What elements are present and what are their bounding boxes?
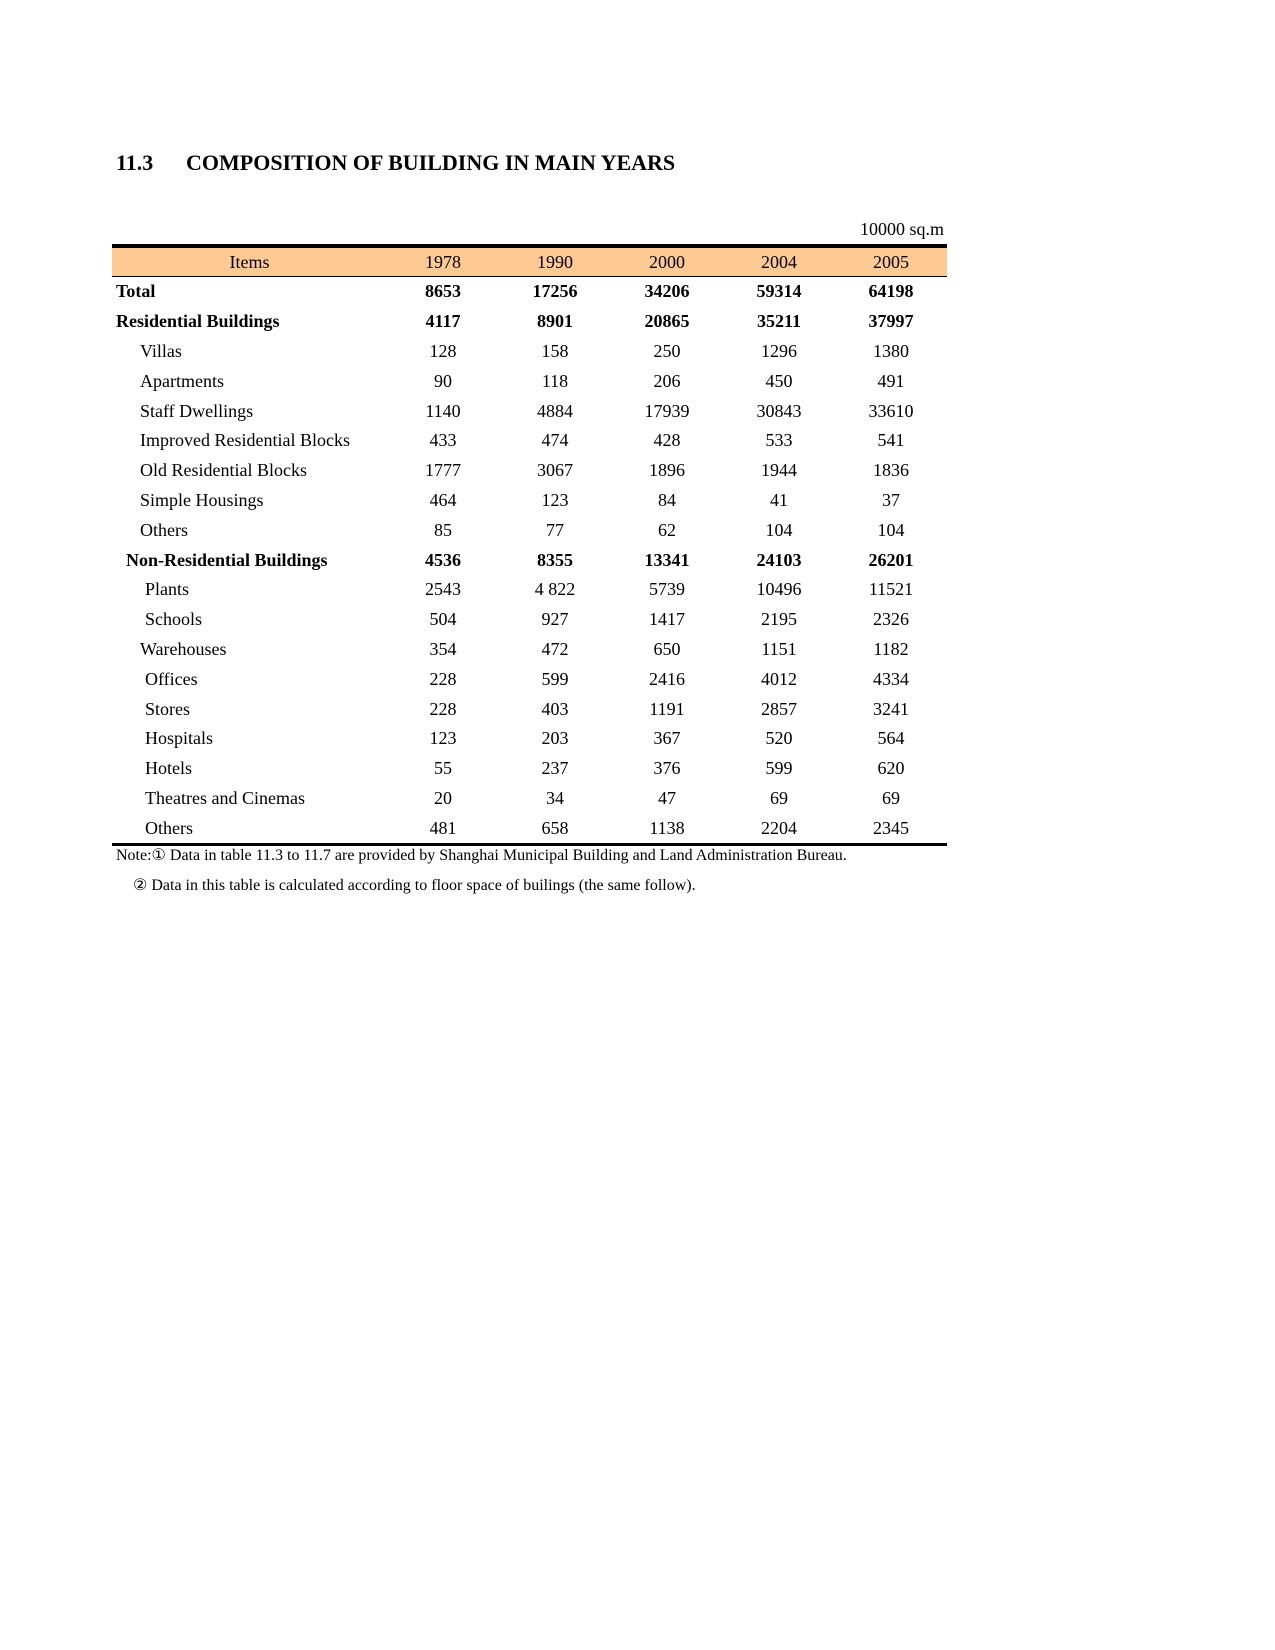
table-row <box>112 545 947 575</box>
value-cell: 564 <box>877 728 905 749</box>
value-cell: 3067 <box>537 460 573 481</box>
value-cell: 34206 <box>644 281 690 302</box>
value-cell: 104 <box>877 519 905 540</box>
value-cell: 62 <box>658 519 676 540</box>
value-cell: 123 <box>541 489 569 510</box>
value-cell: 41 <box>770 489 788 510</box>
column-header-2005: 2005 <box>873 251 909 272</box>
value-cell: 37 <box>882 489 900 510</box>
value-cell: 250 <box>653 340 681 361</box>
value-cell: 77 <box>546 519 564 540</box>
value-cell: 1836 <box>873 460 909 481</box>
value-cell: 2195 <box>761 609 797 630</box>
value-cell: 228 <box>429 698 457 719</box>
value-cell: 90 <box>434 370 452 391</box>
table-title: COMPOSITION OF BUILDING IN MAIN YEARS <box>186 150 676 175</box>
row-label: Hotels <box>145 758 192 779</box>
table-row <box>112 307 947 337</box>
value-cell: 13341 <box>644 549 690 570</box>
value-cell: 491 <box>877 370 905 391</box>
value-cell: 1296 <box>761 340 797 361</box>
table-row <box>112 694 947 724</box>
table-row <box>112 515 947 545</box>
value-cell: 1151 <box>761 638 797 659</box>
value-cell: 85 <box>434 519 452 540</box>
table-row <box>112 605 947 635</box>
value-cell: 1896 <box>649 460 685 481</box>
row-label: Improved Residential Blocks <box>140 430 350 451</box>
table-row <box>112 635 947 665</box>
value-cell: 1182 <box>873 638 909 659</box>
value-cell: 20865 <box>644 311 690 332</box>
value-cell: 203 <box>541 728 569 749</box>
value-cell: 84 <box>658 489 676 510</box>
table-row <box>112 724 947 754</box>
page-title <box>116 150 675 176</box>
value-cell: 599 <box>541 668 569 689</box>
row-label: Others <box>145 817 193 838</box>
value-cell: 450 <box>765 370 793 391</box>
value-cell: 1191 <box>649 698 685 719</box>
table-row <box>112 575 947 605</box>
value-cell: 464 <box>429 489 457 510</box>
column-header-items: Items <box>229 251 270 272</box>
value-cell: 658 <box>541 817 569 838</box>
column-header-1978: 1978 <box>425 251 461 272</box>
value-cell: 2416 <box>649 668 685 689</box>
value-cell: 17939 <box>644 400 690 421</box>
row-label: Stores <box>145 698 190 719</box>
value-cell: 10496 <box>756 579 802 600</box>
row-label: Residential Buildings <box>116 311 280 332</box>
value-cell: 472 <box>541 638 569 659</box>
row-label: Old Residential Blocks <box>140 460 307 481</box>
column-header-1990: 1990 <box>537 251 573 272</box>
value-cell: 8355 <box>537 549 573 570</box>
table-number: 11.3 <box>116 150 154 175</box>
value-cell: 30843 <box>756 400 802 421</box>
row-label: Hospitals <box>145 728 214 749</box>
value-cell: 55 <box>434 758 452 779</box>
note-1: Note:① Data in table 11.3 to 11.7 are provided by Shanghai Municipal Building and Land Administration Bureau. <box>116 847 847 864</box>
value-cell: 20 <box>434 787 452 808</box>
value-cell: 650 <box>653 638 681 659</box>
value-cell: 3241 <box>873 698 909 719</box>
value-cell: 403 <box>541 698 569 719</box>
value-cell: 2345 <box>873 817 909 838</box>
table-row <box>112 813 947 844</box>
value-cell: 541 <box>877 430 905 451</box>
row-label: Plants <box>145 579 190 600</box>
value-cell: 17256 <box>532 281 578 302</box>
row-label: Apartments <box>140 370 224 391</box>
table-row <box>112 366 947 396</box>
value-cell: 599 <box>765 758 793 779</box>
value-cell: 376 <box>653 758 681 779</box>
header-row <box>112 246 947 277</box>
row-label: Others <box>140 519 188 540</box>
table-row <box>112 337 947 367</box>
value-cell: 481 <box>429 817 457 838</box>
value-cell: 504 <box>429 609 457 630</box>
row-label: Theatres and Cinemas <box>145 787 305 808</box>
value-cell: 37997 <box>868 311 914 332</box>
value-cell: 1777 <box>425 460 461 481</box>
value-cell: 2326 <box>873 609 909 630</box>
value-cell: 1140 <box>425 400 461 421</box>
value-cell: 1380 <box>873 340 909 361</box>
value-cell: 4117 <box>425 311 461 332</box>
value-cell: 8901 <box>537 311 573 332</box>
value-cell: 8653 <box>425 281 461 302</box>
value-cell: 11521 <box>868 579 914 600</box>
column-header-2000: 2000 <box>649 251 685 272</box>
value-cell: 118 <box>541 370 569 391</box>
value-cell: 206 <box>653 370 681 391</box>
table-row <box>112 456 947 486</box>
value-cell: 69 <box>770 787 788 808</box>
value-cell: 1138 <box>649 817 685 838</box>
table-row <box>112 396 947 426</box>
value-cell: 520 <box>765 728 793 749</box>
value-cell: 47 <box>658 787 676 808</box>
value-cell: 474 <box>541 430 569 451</box>
value-cell: 354 <box>429 638 457 659</box>
table-row <box>112 664 947 694</box>
value-cell: 2543 <box>425 579 461 600</box>
value-cell: 533 <box>765 430 793 451</box>
value-cell: 123 <box>429 728 457 749</box>
value-cell: 2204 <box>761 817 797 838</box>
value-cell: 367 <box>653 728 681 749</box>
table-row <box>112 277 947 307</box>
value-cell: 34 <box>546 787 564 808</box>
value-cell: 24103 <box>756 549 802 570</box>
value-cell: 4 822 <box>534 579 576 600</box>
table-row <box>112 426 947 456</box>
table-row <box>112 486 947 516</box>
row-label: Offices <box>145 668 198 689</box>
value-cell: 4334 <box>873 668 909 689</box>
value-cell: 26201 <box>868 549 914 570</box>
value-cell: 59314 <box>756 281 802 302</box>
column-header-2004: 2004 <box>761 251 797 272</box>
value-cell: 620 <box>877 758 905 779</box>
value-cell: 1417 <box>649 609 685 630</box>
row-label: Warehouses <box>140 638 227 659</box>
value-cell: 927 <box>541 609 569 630</box>
value-cell: 64198 <box>868 281 914 302</box>
value-cell: 33610 <box>868 400 914 421</box>
value-cell: 2857 <box>761 698 797 719</box>
table-body <box>112 277 947 845</box>
table-row <box>112 784 947 814</box>
value-cell: 35211 <box>756 311 801 332</box>
row-label: Total <box>116 281 156 302</box>
unit-label: 10000 sq.m <box>859 219 944 239</box>
value-cell: 4884 <box>537 400 573 421</box>
value-cell: 104 <box>765 519 793 540</box>
value-cell: 433 <box>429 430 457 451</box>
value-cell: 128 <box>429 340 457 361</box>
composition-table <box>112 244 947 846</box>
row-label: Non-Residential Buildings <box>126 549 328 570</box>
note-2: ② Data in this table is calculated according to floor space of builings (the same follow). <box>133 877 696 894</box>
table-row <box>112 754 947 784</box>
value-cell: 5739 <box>649 579 685 600</box>
row-label: Villas <box>140 340 182 361</box>
value-cell: 69 <box>882 787 900 808</box>
row-label: Simple Housings <box>140 489 264 510</box>
row-label: Schools <box>145 609 203 630</box>
value-cell: 428 <box>653 430 681 451</box>
value-cell: 237 <box>541 758 569 779</box>
value-cell: 1944 <box>761 460 797 481</box>
row-label: Staff Dwellings <box>140 400 254 421</box>
value-cell: 4012 <box>761 668 797 689</box>
value-cell: 228 <box>429 668 457 689</box>
value-cell: 4536 <box>425 549 461 570</box>
value-cell: 158 <box>541 340 569 361</box>
